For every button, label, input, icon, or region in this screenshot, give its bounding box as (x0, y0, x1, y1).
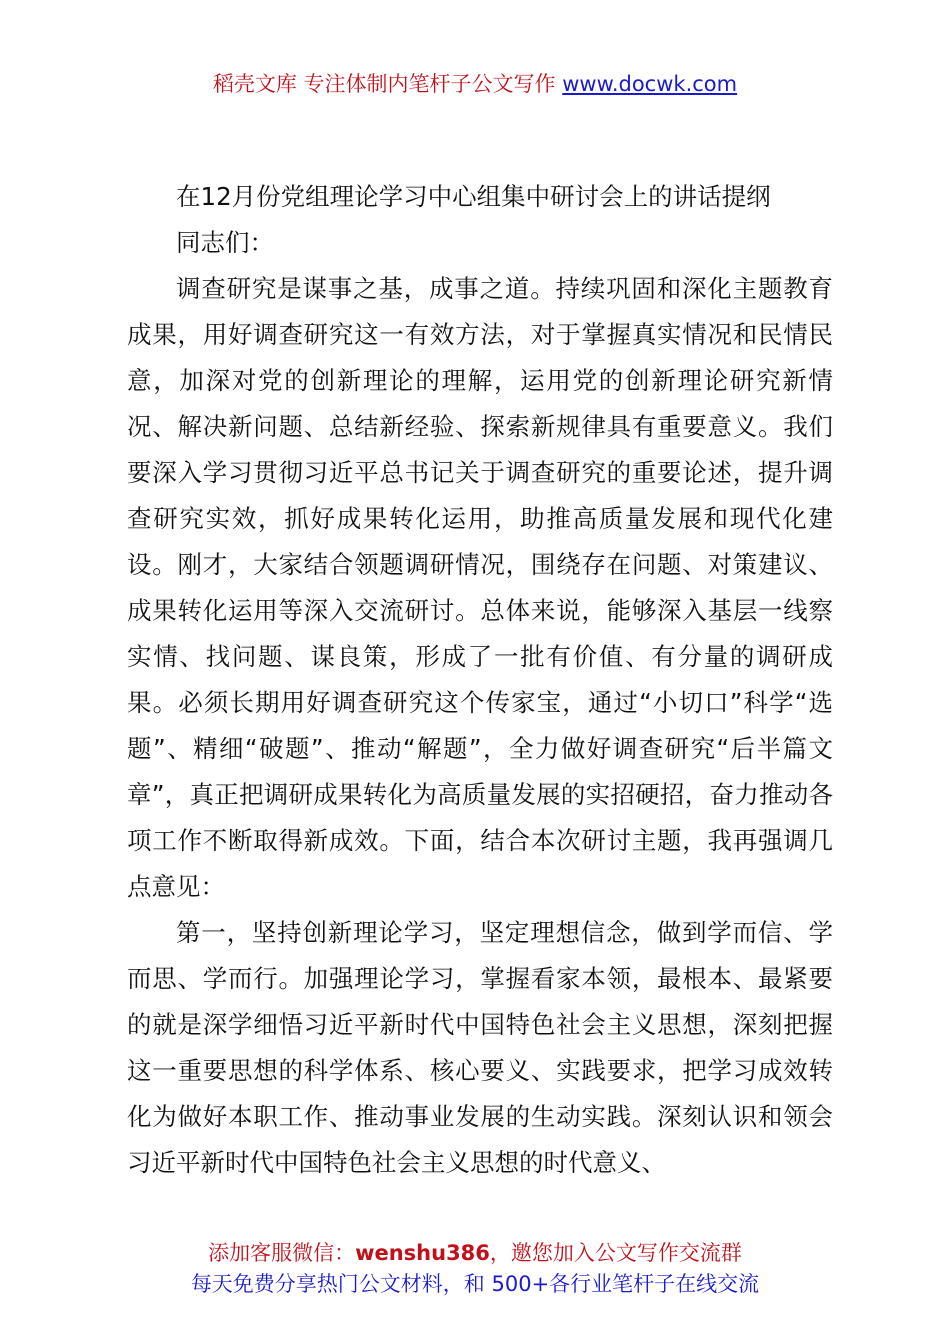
document-body (127, 174, 833, 1186)
footer-wechat-line (0, 1238, 950, 1269)
header-brand-text: 稻壳文库 专注体制内笔杆子公文写作 (212, 72, 563, 96)
footer-promo-line: 每天免费分享热门公文材料，和 500+各行业笔杆子在线交流 (190, 1272, 760, 1296)
watermark-header (0, 68, 950, 100)
document-title: 在12月份党组理论学习中心组集中研讨会上的讲话提纲 (176, 182, 771, 211)
footer-wechat-prefix: 添加客服微信： (208, 1241, 356, 1265)
header-url-link[interactable]: www.docwk.com (562, 72, 738, 96)
footer-wechat-suffix: ，邀您加入公文写作交流群 (489, 1241, 742, 1265)
watermark-footer (0, 1238, 950, 1300)
paragraph-intro: 调查研究是谋事之基，成事之道。持续巩固和深化主题教育成果，用好调查研究这一有效方法，对于掌握真实情况和民情民意，加深对党的创新理论的理解，运用党的创新理论研究新情况、解决新问题、总结新经验、探索新规律具有重要意义。我们要深入学习贯彻习近平总书记关于调查研究的重要论述，提升调查研究实效，抓好成果转化运用，助推高质量发展和现代化建设。刚才，大家结合领题调研情况，围绕存在问题、对策建议、成果转化运用等深入交流研讨。总体来说，能够深入基层一线察实情、找问题、谋良策，形成了一批有价值、有分量的调研成果。必须长期用好调查研究这个传家宝，通过“小切口”科学“选题”、精细“破题”、推动“解题”，全力做好调查研究“后半篇文章”，真正把调研成果转化为高质量发展的实招硬招，奋力推动各项工作不断取得新成效。下面，结合本次研讨主题，我再强调几点意见： (127, 274, 833, 901)
footer-wechat-id: wenshu386 (355, 1241, 490, 1265)
paragraph-point-one: 第一，坚持创新理论学习，坚定理想信念，做到学而信、学而思、学而行。加强理论学习，掌握看家本领，最根本、最紧要的就是深学细悟习近平新时代中国特色社会主义思想，深刻把握这一重要思想的科学体系、核心要义、实践要求，把学习成效转化为做好本职工作、推动事业发展的生动实践。深刻认识和领会习近平新时代中国特色社会主义思想的时代意义、 (127, 918, 833, 1177)
document-salutation: 同志们： (176, 228, 274, 257)
